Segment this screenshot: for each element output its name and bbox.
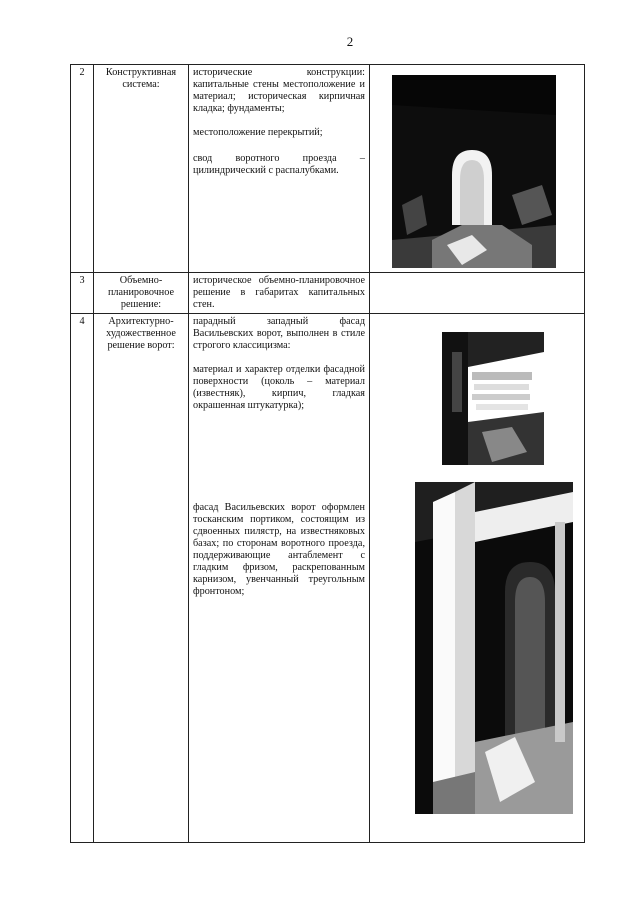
description-paragraph: местоположение перекрытий; (193, 127, 323, 138)
row-number: 3 (71, 273, 94, 314)
photo-cell (370, 273, 585, 314)
description-paragraph: историческое объемно-планировочное решение в габаритах капитальных стен. (193, 275, 365, 310)
row-description (189, 273, 370, 314)
row-title: Архитектурно-художественное решение ворот: (94, 314, 189, 843)
row-title: Объемно-планировочное решение: (94, 273, 189, 314)
table-row (71, 314, 585, 843)
page-number: 2 (346, 34, 354, 49)
wall-finish-photo (442, 332, 544, 465)
photo-cell (370, 65, 585, 273)
description-paragraph: фасад Васильевских ворот оформлен тосканским портиком, состоящим из сдвоенных пилястр, на известняковых базах; по сторонам воротного проезда, поддерживающие антаблемент с гладким фризом, раскрепованным карнизом, увенчанный треугольным фронтоном; (193, 502, 365, 597)
portico-photo (415, 482, 573, 814)
row-number: 4 (71, 314, 94, 843)
row-description (189, 65, 370, 273)
description-paragraph: парадный западный фасад Васильевских ворот, выполнен в стиле строгого классицизма: (193, 316, 365, 351)
table-row (71, 65, 585, 273)
photo-cell (370, 314, 585, 843)
row-title: Конструктивная система: (94, 65, 189, 273)
object-description-table (70, 64, 585, 843)
description-paragraph: свод воротного проезда – цилиндрический с распалубками. (193, 153, 365, 176)
description-paragraph: исторические конструкции: капитальные стены местоположение и материал; историческая кирпичная кладка; фундаменты; (193, 67, 365, 114)
row-description (189, 314, 370, 843)
gate-passage-photo (392, 75, 556, 268)
table-row (71, 273, 585, 314)
description-paragraph: материал и характер отделки фасадной поверхности (цоколь – материал (известняк), кирпич, гладкая окрашенная штукатурка); (193, 364, 365, 411)
row-number: 2 (71, 65, 94, 273)
